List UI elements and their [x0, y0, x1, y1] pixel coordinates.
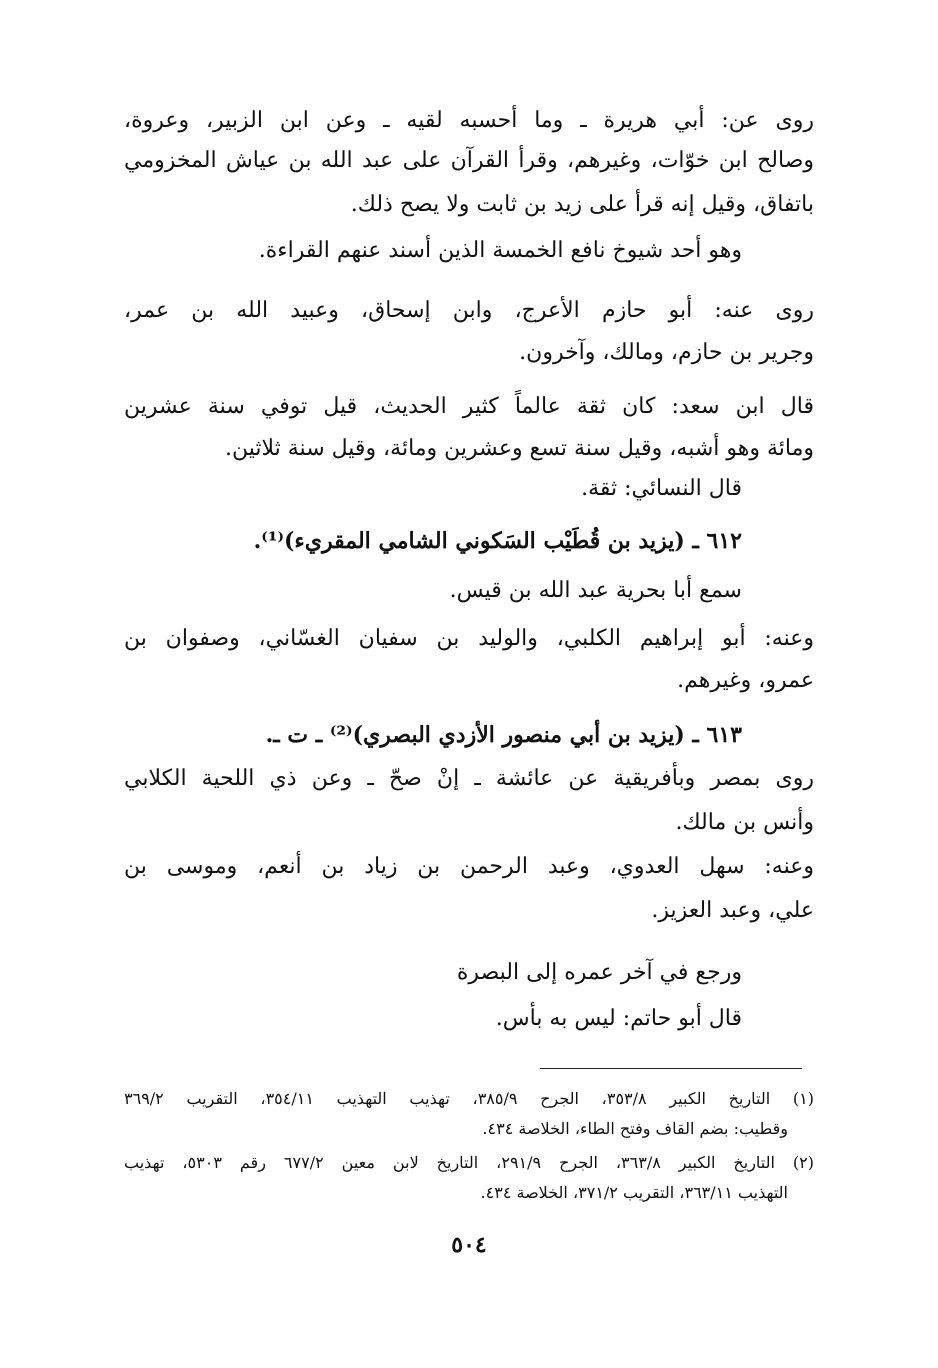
entry-heading-613: ٦١٣ ـ (يزيد بن أبي منصور الأزدي البصري)⁽²⁾ ـ ت ـ. [265, 722, 742, 748]
page-number: ٥٠٤ [451, 1232, 487, 1258]
body-line: ورجع في آخر عمره إلى البصرة [456, 960, 742, 985]
footnote-2: (٢) التاريخ الكبير ٣٦٣/٨، الجرح ٢٩١/٩، التاريخ لابن معين ٦٧٧/٢ رقم ٥٣٠٣، تهذيب [124, 1153, 815, 1172]
body-line: وأنس بن مالك. [675, 810, 814, 835]
body-line: وهو أحد شيوخ نافع الخمسة الذين أسند عنهم القراءة. [258, 238, 742, 263]
entry-heading-612: ٦١٢ ـ (يزيد بن قُطَيْب السَكوني الشامي المقريء)⁽¹⁾. [253, 528, 742, 554]
body-line: وعنه: سهل العدوي، وعبد الرحمن بن زياد بن أنعم، وموسى بن [124, 854, 814, 879]
body-line: روى عنه: أبو حازم الأعرج، وابن إسحاق، وعبيد الله بن عمر، [124, 298, 814, 323]
body-line: قال أبو حاتم: ليس به بأس. [495, 1006, 742, 1031]
body-line: عمرو، وغيرهم. [677, 668, 814, 693]
body-line: سمع أبا بحرية عبد الله بن قيس. [449, 578, 742, 603]
body-line: ومائة وهو أشبه، وقيل سنة تسع وعشرين ومائة، وقيل سنة ثلاثين. [225, 436, 814, 461]
footnote-2-continued: التهذيب ٣٦٣/١١، التقريب ٣٧١/٢، الخلاصة ٤٣٤. [480, 1183, 788, 1202]
body-line: روى بمصر وبأفريقية عن عائشة ـ إنْ صحّ ـ وعن ذي اللحية الكلابي [124, 766, 814, 791]
footnote-divider [540, 1068, 802, 1069]
body-line: وصالح ابن خوّات، وغيرهم، وقرأ القرآن على عبد الله بن عياش المخزومي [124, 148, 815, 173]
footnote-1: (١) التاريخ الكبير ٣٥٣/٨، الجرح ٣٨٥/٩، تهذيب التهذيب ٣٥٤/١١، التقريب ٣٦٩/٢ [124, 1089, 815, 1108]
body-line: وجرير بن حازم، ومالك، وآخرون. [519, 340, 814, 365]
body-line: باتفاق، وقيل إنه قرأ على زيد بن ثابت ولا يصح ذلك. [350, 192, 814, 217]
body-line: وعنه: أبو إبراهيم الكلبي، والوليد بن سفيان الغسّاني، وصفوان بن [124, 626, 814, 651]
body-line: قال النسائي: ثقة. [581, 476, 742, 501]
body-line: روى عن: أبي هريرة ـ وما أحسبه لقيه ـ وعن ابن الزبير، وعروة، [124, 108, 814, 133]
body-line: علي، وعبد العزيز. [651, 898, 814, 923]
body-line: قال ابن سعد: كان ثقة عالماً كثير الحديث، قيل توفي سنة عشرين [124, 394, 814, 419]
footnote-1-continued: وقطيب: بضم القاف وفتح الطاء، الخلاصة ٤٣٤. [482, 1119, 788, 1138]
